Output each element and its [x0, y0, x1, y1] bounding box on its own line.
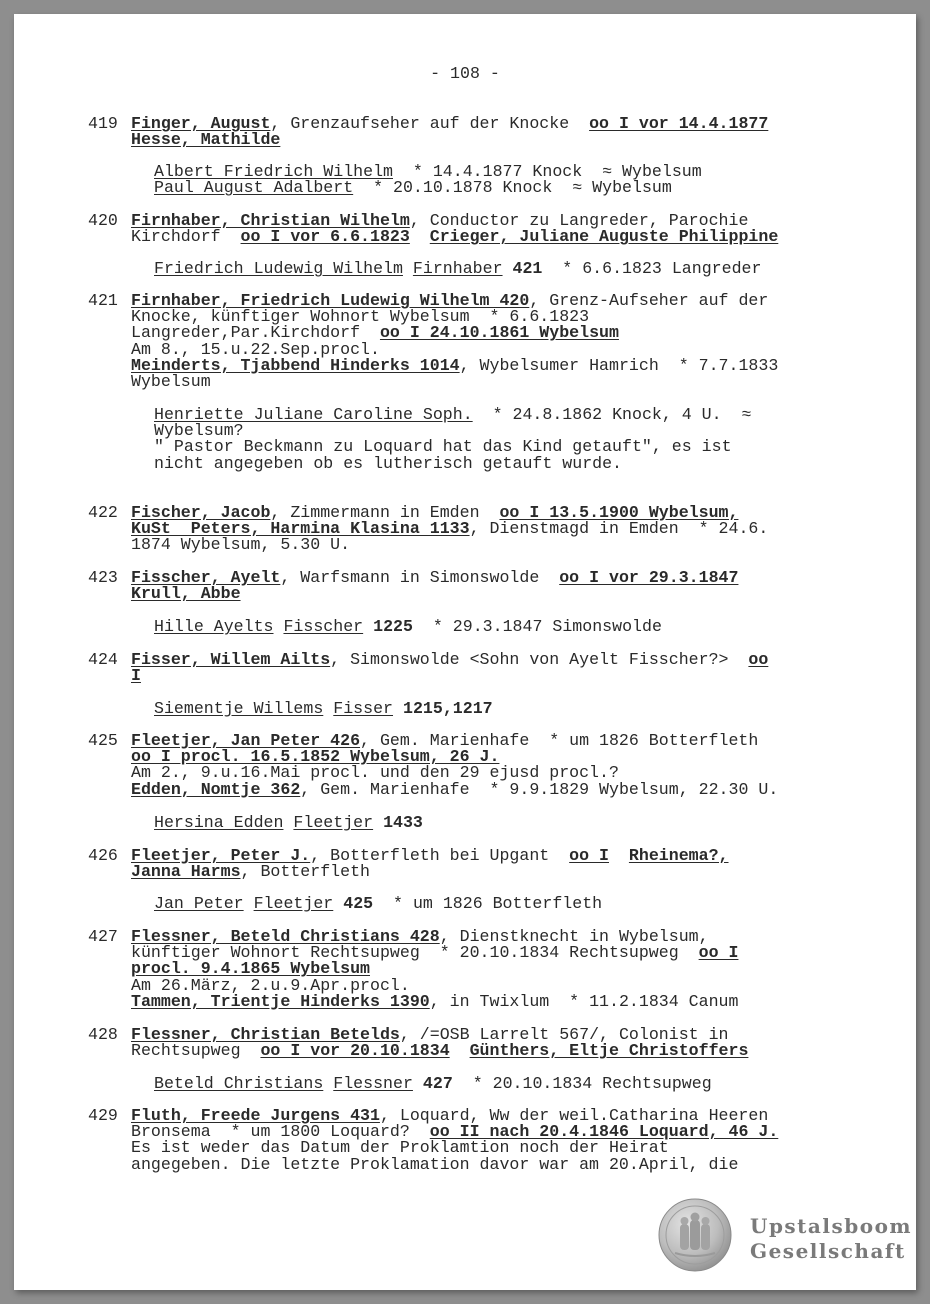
spacer: [503, 259, 513, 278]
entry-text: [131, 1027, 878, 1059]
spacer: [363, 617, 373, 636]
entry-detail: Bronsema * um 1800 Loquard?: [131, 1122, 430, 1142]
person-name: Fleetjer, Jan Peter 426: [131, 731, 361, 750]
marriage-record: procl. 9.4.1865 Wybelsum: [131, 959, 370, 979]
child-detail: * um 1826 Botterfleth: [373, 894, 603, 913]
child-detail: * 20.10.1878 Knock ≈ Wybelsum: [353, 178, 672, 198]
children-425: [154, 815, 854, 831]
spacer: [323, 699, 333, 718]
entry-detail: , Simonswolde <Sohn von Ayelt Fisscher?>: [330, 650, 749, 669]
entry-detail: Langreder,Par.Kirchdorf: [131, 323, 380, 343]
entry-text: [131, 733, 878, 798]
marriage-record: oo I vor 6.6.1823: [240, 227, 410, 247]
child-name: Hille Ayelts: [154, 617, 274, 636]
child-surname: Fisser: [333, 699, 394, 718]
marriage-record: oo I vor 29.3.1847: [559, 568, 739, 587]
spacer: [274, 617, 284, 636]
person-name: Fleetjer, Peter J.: [131, 846, 311, 865]
page-number: - 108 -: [430, 64, 500, 83]
entry-text: [131, 652, 878, 684]
entry-detail: , Grenzaufseher auf der Knocke: [270, 114, 590, 133]
spacer: [283, 813, 293, 832]
children-420: [154, 261, 854, 277]
entry-text: [131, 293, 878, 390]
entry-number: 419: [88, 114, 118, 133]
child-detail: * 6.6.1823 Langreder: [542, 259, 762, 278]
seal-logo-icon: [658, 1198, 732, 1272]
marriage-record: oo I vor 14.4.1877: [589, 114, 769, 133]
person-name: Fischer, Jacob: [131, 503, 271, 522]
spacer: [333, 894, 343, 913]
children-419: [154, 164, 854, 196]
person-name: Flessner, Christian Betelds: [131, 1025, 400, 1044]
entry-text: [131, 848, 878, 880]
entry-text: [131, 213, 878, 245]
entry-number: 422: [88, 503, 118, 522]
entry-detail: , Loquard, Ww der weil.Catharina Heeren: [379, 1106, 769, 1125]
child-surname: Fleetjer: [253, 894, 334, 913]
entry-detail: , Gem. Marienhafe * um 1826 Botterfleth: [360, 731, 759, 750]
entry-number: 420: [88, 211, 118, 230]
spacer: [609, 846, 629, 865]
person-name: Fisser, Willem Ailts: [131, 650, 331, 669]
person-name: Firnhaber, Christian Wilhelm: [131, 211, 410, 230]
child-name: Paul August Adalbert: [154, 178, 354, 198]
marriage-record: oo I 24.10.1861 Wybelsum: [379, 323, 619, 343]
spouse-name: Tammen, Trientje Hinderks 1390: [131, 991, 430, 1011]
child-surname: Flessner: [333, 1074, 413, 1093]
spacer: [373, 813, 383, 832]
person-name: Fluth, Freede Jurgens 431: [131, 1106, 380, 1125]
child-name: Siementje Willems: [154, 699, 324, 718]
entry-detail: Knocke, künftiger Wohnort Wybelsum * 6.6.1823: [131, 307, 590, 327]
child-surname: Fisscher: [283, 617, 364, 636]
entry-detail: Am 2., 9.u.16.Mai procl. und den 29 ejusd procl.?: [131, 763, 619, 783]
spacer: [413, 1074, 423, 1093]
child-ref: 427: [422, 1074, 453, 1093]
brand-line-1: Upstalsboom: [750, 1214, 913, 1238]
person-name: Fisscher, Ayelt: [131, 568, 281, 587]
marriage-record: oo I 13.5.1900 Wybelsum,: [499, 503, 739, 522]
entry-detail: , in Twixlum * 11.2.1834 Canum: [429, 991, 739, 1011]
child-surname: Fleetjer: [293, 813, 374, 832]
entry-number: 427: [88, 927, 118, 946]
entry-detail: , Botterfleth: [240, 862, 370, 882]
entry-detail: , Grenz-Aufseher auf der: [529, 291, 769, 310]
child-detail: Wybelsum?: [154, 421, 244, 441]
marriage-record: oo I: [698, 943, 739, 963]
child-detail: * 14.4.1877 Knock ≈ Wybelsum: [393, 162, 702, 181]
spouse-name: Edden, Nomtje 362: [131, 779, 301, 799]
spouse-name: Günthers, Eltje Christoffers: [469, 1041, 749, 1061]
children-428: [154, 1076, 854, 1092]
child-note: " Pastor Beckmann zu Loquard hat das Kind getauft", es ist: [154, 437, 732, 457]
marriage-record: oo: [748, 650, 769, 669]
entry-detail: , Botterfleth bei Upgant: [310, 846, 570, 865]
entry-detail: , Dienstknecht in Wybelsum,: [439, 927, 709, 946]
child-name: Friedrich Ludewig Wilhelm: [154, 259, 403, 278]
child-name: Albert Friedrich Wilhelm: [154, 162, 393, 181]
spouse-name: Janna Harms: [131, 862, 241, 882]
spouse-name: Rheinema?,: [628, 846, 729, 865]
marriage-record: I: [131, 666, 141, 686]
spacer: [403, 259, 413, 278]
entry-text: [131, 929, 878, 1010]
entry-detail: Es ist weder das Datum der Proklamtion noch der Heirat: [131, 1138, 669, 1158]
children-424: [154, 701, 854, 717]
spacer: [450, 1041, 470, 1060]
child-name: Jan Peter: [154, 894, 244, 913]
brand-name: [750, 1214, 912, 1264]
entry-text: [131, 116, 878, 148]
entry-number: 425: [88, 731, 118, 750]
person-name: Firnhaber, Friedrich Ludewig Wilhelm 420: [131, 291, 530, 310]
entry-detail: künftiger Wohnort Rechtsupweg * 20.10.1834 Rechtsupweg: [131, 943, 699, 963]
entry-text: [131, 505, 878, 554]
entry-detail: , Zimmermann in Emden: [270, 503, 500, 522]
entry-detail: , Dienstmagd in Emden * 24.6.: [469, 519, 769, 539]
children-421: [154, 407, 854, 472]
entry-detail: Rechtsupweg: [131, 1041, 261, 1061]
entry-text: [131, 1108, 878, 1173]
spacer: [244, 894, 254, 913]
entry-detail: Wybelsum: [131, 372, 211, 392]
entry-detail: , Warfsmann in Simonswolde: [280, 568, 560, 587]
spacer: [323, 1074, 333, 1093]
person-name: Flessner, Beteld Christians 428: [131, 927, 440, 946]
entry-detail: , Conductor zu Langreder, Parochie: [409, 211, 749, 230]
entry-text: [131, 570, 878, 602]
child-ref: 421: [512, 259, 543, 278]
spacer: [393, 699, 403, 718]
entry-number: 424: [88, 650, 118, 669]
child-ref: 1433: [383, 813, 423, 832]
spouse-name: Hesse, Mathilde: [131, 130, 281, 150]
child-detail: * 20.10.1834 Rechtsupweg: [452, 1074, 712, 1093]
child-note: nicht angegeben ob es lutherisch getauft wurde.: [154, 453, 623, 473]
entry-number: 426: [88, 846, 118, 865]
children-426: [154, 896, 854, 912]
entry-detail: Am 8., 15.u.22.Sep.procl.: [131, 339, 380, 359]
children-423: [154, 619, 854, 635]
child-name: Hersina Edden: [154, 813, 284, 832]
entry-number: 421: [88, 291, 118, 310]
document-page: [14, 14, 916, 1290]
marriage-record: oo I vor 20.10.1834: [260, 1041, 450, 1061]
brand-line-2: Gesellschaft: [750, 1239, 906, 1263]
entry-detail: , Gem. Marienhafe * 9.9.1829 Wybelsum, 22.30 U.: [300, 779, 779, 799]
child-detail: * 29.3.1847 Simonswolde: [412, 617, 662, 636]
spouse-name: KuSt Peters, Harmina Klasina 1133: [131, 519, 470, 539]
entry-number: 429: [88, 1106, 118, 1125]
spouse-name: Crieger, Juliane Auguste Philippine: [429, 227, 779, 247]
child-ref: 425: [343, 894, 374, 913]
child-name: Henriette Juliane Caroline Soph.: [154, 405, 473, 424]
child-name: Beteld Christians: [154, 1074, 324, 1093]
entry-detail: 1874 Wybelsum, 5.30 U.: [131, 535, 351, 555]
spacer: [410, 227, 430, 246]
spouse-name: Meinderts, Tjabbend Hinderks 1014: [131, 355, 460, 375]
child-detail: * 24.8.1862 Knock, 4 U. ≈: [472, 405, 752, 424]
entry-detail: , Wybelsumer Hamrich * 7.7.1833: [459, 355, 779, 375]
entry-number: 423: [88, 568, 118, 587]
entry-detail: angegeben. Die letzte Proklamation davor war am 20.April, die: [131, 1154, 739, 1174]
entry-number: 428: [88, 1025, 118, 1044]
child-ref: 1225: [373, 617, 413, 636]
entry-detail: , /=OSB Larrelt 567/, Colonist in: [399, 1025, 729, 1044]
child-ref: 1215,1217: [402, 699, 493, 718]
marriage-record: oo I: [569, 846, 609, 865]
entry-detail: Am 26.März, 2.u.9.Apr.procl.: [131, 975, 410, 995]
person-name: Finger, August: [131, 114, 271, 133]
marriage-record: oo II nach 20.4.1846 Loquard, 46 J.: [429, 1122, 779, 1142]
marriage-record: oo I procl. 16.5.1852 Wybelsum, 26 J.: [131, 747, 500, 767]
child-surname: Firnhaber: [412, 259, 503, 278]
entry-detail: Kirchdorf: [131, 227, 241, 247]
spouse-name: Krull, Abbe: [131, 584, 241, 604]
